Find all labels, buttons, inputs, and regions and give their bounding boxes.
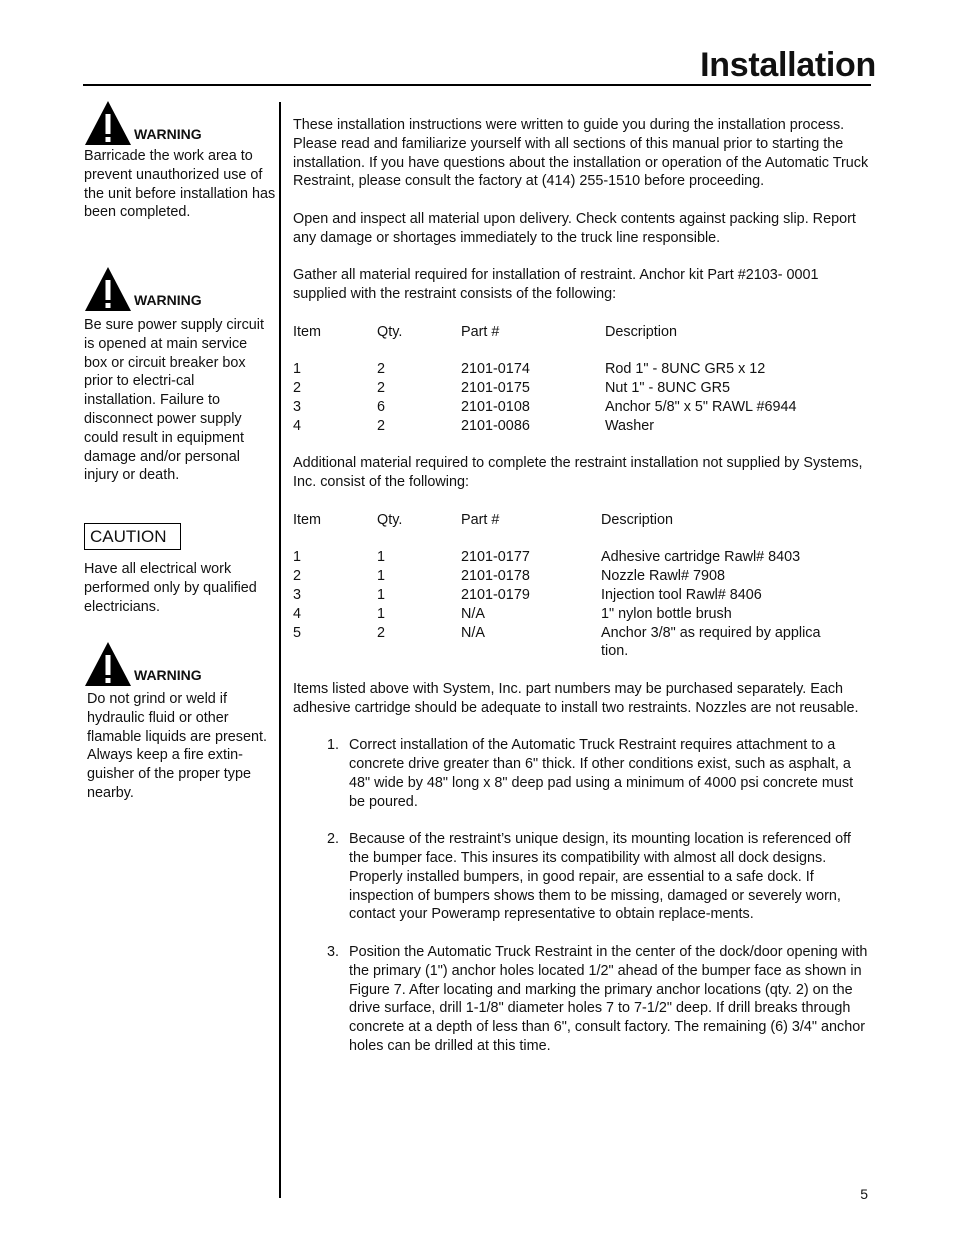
warning-text: Do not grind or weld if hydraulic fluid or other flamable liquids are present. Always keep a fire extin-guisher of the proper type nearby. [87,691,267,801]
header-part: Part # [461,511,500,528]
main-content [293,116,873,1075]
additional-material-table [293,511,841,661]
cell-qty: 2 [377,380,386,397]
header-part: Part # [461,323,500,340]
cell-part: N/A [461,624,485,641]
page-title: Installation [700,46,876,84]
warning-triangle-icon [84,100,136,146]
cell-qty: 2 [377,624,386,641]
cell-desc: Nut 1" - 8UNC GR5 [605,380,731,397]
list-item [293,736,873,811]
cell-part: 2101-0179 [461,586,530,603]
cell-part: 2101-0086 [461,417,530,434]
header-item: Item [293,511,321,528]
header-qty: Qty. [377,511,403,528]
header-qty: Qty. [377,323,403,340]
warning-header [84,266,280,312]
cell-part: N/A [461,605,485,622]
warning-text: Be sure power supply circuit is opened at main service box or circuit breaker box prior to electri-cal installation. Failure to disconnect power supply could result in equipment damage and/or personal injury or death. [84,317,264,484]
cell-qty: 6 [377,398,386,415]
cell-desc: Anchor 5/8" x 5" RAWL #6944 [605,398,797,415]
caution-block [84,523,280,616]
list-item [293,830,873,924]
warning-block-1 [84,100,280,222]
title-rule [83,84,871,86]
cell-part: 2101-0108 [461,398,530,415]
cell-desc: Washer [605,417,655,434]
table-row [293,417,797,436]
table-row [293,379,797,398]
cell-item: 1 [293,549,302,566]
installation-steps [293,736,873,1056]
table-row [293,605,841,624]
step-number: 2. [327,831,340,848]
cell-item: 3 [293,398,302,415]
header-item: Item [293,323,321,340]
table-row [293,548,841,567]
cell-qty: 1 [377,549,386,566]
cell-qty: 1 [377,605,386,622]
table-row [293,360,797,379]
cell-part: 2101-0174 [461,361,530,378]
cell-item: 3 [293,586,302,603]
cell-part: 2101-0177 [461,549,530,566]
cell-item: 1 [293,361,302,378]
cell-item: 2 [293,568,302,585]
cell-desc: 1" nylon bottle brush [601,605,732,622]
table-row [293,624,841,662]
gather-paragraph: Gather all material required for installation of restraint. Anchor kit Part #2103- 0001 supplied with the restraint consists of the following: [293,267,819,303]
cell-qty: 2 [377,417,386,434]
step-number: 1. [327,737,340,754]
additional-paragraph: Additional material required to complete the restraint installation not supplied by Systems, Inc. consist of the following: [293,455,863,491]
warning-label: WARNING [134,292,202,309]
warning-text: Barricade the work area to prevent unauthorized use of the unit before installation has been completed. [84,148,276,221]
cell-desc: Nozzle Rawl# 7908 [601,568,725,585]
cell-desc: Rod 1" - 8UNC GR5 x 12 [605,361,766,378]
warning-label: WARNING [134,126,202,143]
cell-item: 2 [293,380,302,397]
warning-triangle-icon [84,641,136,687]
warning-label: WARNING [134,667,202,684]
cell-desc: Adhesive cartridge Rawl# 8403 [601,549,801,566]
header-desc: Description [605,323,677,340]
table-row [293,398,797,417]
step-text: Correct installation of the Automatic Truck Restraint requires attachment to a concrete drive greater than 6" thick. If other conditions exist, such as asphalt, a 48" wide by 48" long x 8" deep pad using a minimum of 4000 psi concrete must be poured. [349,737,854,810]
cell-item: 4 [293,417,302,434]
step-text: Position the Automatic Truck Restraint in the center of the dock/door opening with the primary (1") anchor holes located 1/2" ahead of the bumper face as shown in Figure 7. After locating and marking the primary anchor locations (qty. 2) on the drive surface, drill 1-1/8" diameter holes 7 to 7-1/2" deep. If drill breaks through concrete at a depth of less than 6", consult factory. The remaining (6) 3/4" anchor holes can be drilled at this time. [349,944,868,1055]
step-text: Because of the restraint’s unique design, its mounting location is referenced off the bumper face. This insures its compatibility with almost all dock designs. Properly installed bumpers, in good repair, are essential to a safe dock. If inspection of bumpers shows them to be missing, damaged or severely worn, contact your Poweramp representative to obtain replace-ments. [349,831,851,923]
cell-desc: Anchor 3/8" as required by applica tion. [601,624,821,660]
caution-label: CAUTION [84,523,181,550]
anchor-kit-table [293,323,797,436]
cell-part: 2101-0178 [461,568,530,585]
warning-header [84,641,280,687]
cell-item: 5 [293,624,302,641]
warning-triangle-icon [84,266,136,312]
page-number: 5 [860,1186,868,1202]
cell-desc: Injection tool Rawl# 8406 [601,586,762,603]
purchase-paragraph: Items listed above with System, Inc. part numbers may be purchased separately. Each adhesive cartridge should be adequate to install two restraints. Nozzles are not reusable. [293,680,859,716]
intro-paragraph: These installation instructions were written to guide you during the installation process. Please read and familiarize yourself with all sections of this manual prior to starting the installation. If you have questions about the installation or operation of the Automatic Truck Restraint, please consult the factory at (414) 255-1510 before proceeding. [293,117,869,190]
inspect-paragraph: Open and inspect all material upon delivery. Check contents against packing slip. Report any damage or shortages immediately to the truck line responsible. [293,210,856,246]
table-row [293,586,841,605]
caution-text: Have all electrical work performed only by qualified electricians. [84,561,257,615]
cell-qty: 1 [377,568,386,585]
table-header-row [293,323,797,361]
warning-block-3 [84,641,280,803]
cell-qty: 1 [377,586,386,603]
header-desc: Description [601,511,673,528]
cell-part: 2101-0175 [461,380,530,397]
table-row [293,567,841,586]
warning-header [84,100,280,146]
table-header-row [293,511,841,549]
cell-qty: 2 [377,361,386,378]
list-item [293,943,873,1056]
warning-block-2 [84,266,280,485]
cell-item: 4 [293,605,302,622]
step-number: 3. [327,944,340,961]
